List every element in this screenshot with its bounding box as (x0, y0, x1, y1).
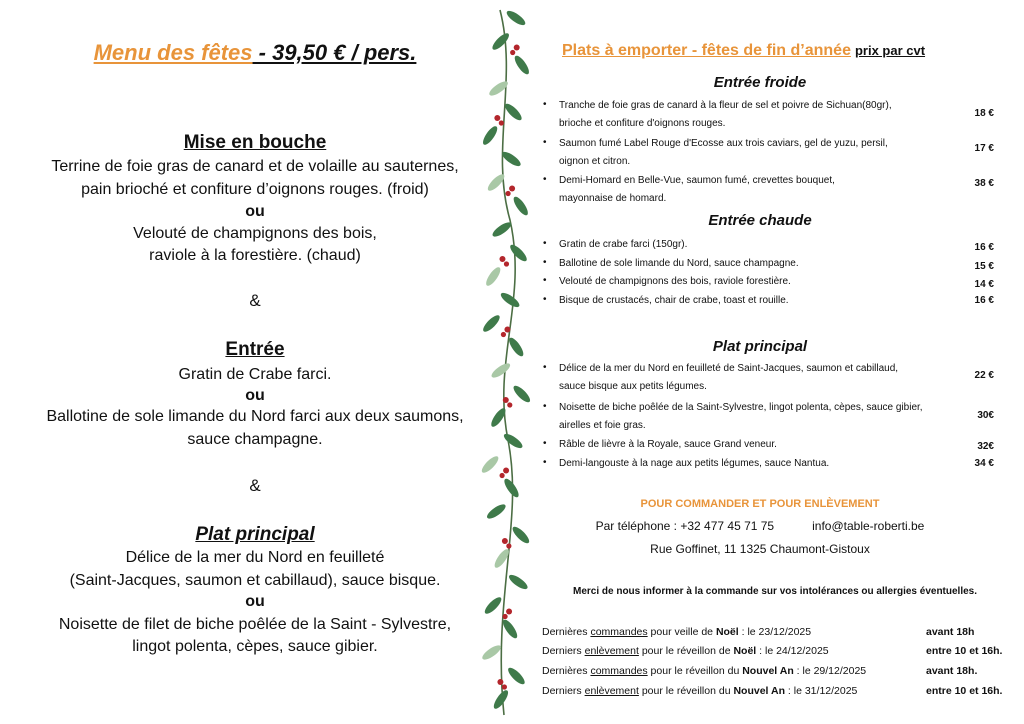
menu-item-price: 32€ (977, 441, 994, 452)
mise-line-2: pain brioché et confiture d’oignons rouges. (froid) (81, 181, 429, 198)
plat-line-4: lingot polenta, cèpes, sauce gibier. (132, 638, 378, 655)
entree-line-3: sauce champagne. (187, 431, 323, 448)
menu-item-price: 16 € (974, 242, 994, 253)
berry-icon (503, 397, 509, 403)
menu-item-description (559, 436, 969, 454)
menu-title-name: Menu des fêtes (93, 40, 253, 65)
deadline-date: : le 24/12/2025 (756, 645, 829, 657)
bullet-icon: • (543, 257, 547, 268)
plat-principal-heading: Plat principal (195, 524, 315, 545)
address-text: Rue Goffinet, 11 1325 Chaumont-Gistoux (650, 542, 870, 556)
berry-icon (502, 538, 508, 544)
leaf-icon (502, 477, 521, 500)
ampersand-2: & (249, 476, 261, 495)
menu-item (540, 436, 1000, 454)
bullet-icon: • (543, 362, 547, 373)
bullet-icon: • (543, 137, 547, 148)
deadline-event: Noël (715, 626, 739, 638)
deadline-text: Dernières (542, 626, 591, 638)
menu-item-line-1: Râble de lièvre à la Royale, sauce Grand veneur. (559, 439, 777, 450)
entree-heading: Entrée (225, 339, 285, 360)
menu-item (540, 455, 1000, 473)
menu-item-line-1: Gratin de crabe farci (150gr). (559, 239, 688, 250)
leaf-icon (512, 54, 531, 77)
menu-item-description (559, 455, 969, 473)
email-link[interactable]: info@table-roberti.be (812, 519, 925, 533)
menu-item-line-1: Tranche de foie gras de canard à la fleur de sel et poivre de Sichuan(80gr), (559, 100, 892, 111)
deadline-line (542, 665, 866, 677)
deadline-event: Noël (733, 645, 757, 657)
menu-title-price: - 39,50 € / pers. (252, 40, 417, 65)
menu-item-line-1: Délice de la mer du Nord en feuilleté de Saint-Jacques, saumon et cabillaud, (559, 363, 899, 374)
takeaway-title (562, 42, 925, 60)
menu-item-line-1: Velouté de champignons des bois, raviole forestière. (559, 276, 791, 287)
entree-chaude-heading: Entrée chaude (708, 212, 812, 229)
deadline-line (542, 626, 811, 638)
deadline-action: enlèvement (584, 685, 639, 697)
leaf-icon (490, 31, 511, 52)
leaf-icon (511, 383, 532, 404)
deadline-date: : le 29/12/2025 (793, 665, 867, 677)
deadline-time: avant 18h. (926, 665, 978, 677)
menu-item-price: 14 € (974, 279, 994, 290)
leaf-icon (507, 336, 526, 359)
menu-item-price: 38 € (974, 178, 994, 189)
menu-item-line-2: oignon et citron. (559, 156, 631, 167)
berry-icon (504, 261, 509, 266)
deadline-text: Dernières (542, 665, 591, 677)
phone-text: Par téléphone : +32 477 45 71 75 (595, 519, 775, 533)
entree-line-1: Gratin de Crabe farci. (178, 366, 332, 383)
plat-line-1: Délice de la mer du Nord en feuilleté (125, 549, 385, 566)
menu-item-description (559, 135, 969, 171)
menu-item (540, 172, 1000, 210)
menu-item-line-2: sauce bisque aux petits légumes. (559, 381, 707, 392)
deadline-time: entre 10 et 16h. (926, 645, 1003, 657)
mise-line-3: Velouté de champignons des bois, (133, 225, 377, 242)
menu-item-description (559, 255, 969, 273)
bullet-icon: • (543, 457, 547, 468)
deadline-event: Nouvel An (733, 685, 785, 697)
menu-item (540, 97, 1000, 135)
plat-ou: ou (245, 593, 265, 610)
menu-item-line-2: brioche et confiture d'oignons rouges. (559, 118, 726, 129)
ampersand-1: & (249, 291, 261, 310)
leaf-icon (503, 101, 524, 122)
leaf-icon (491, 220, 514, 239)
menu-item (540, 236, 1000, 254)
deadline-line (542, 685, 857, 697)
menu-item-description (559, 172, 969, 208)
order-heading: POUR COMMANDER ET POUR ENLÈVEMENT (640, 498, 880, 510)
menu-item-description (559, 236, 969, 254)
leaf-icon (511, 195, 530, 218)
berry-icon (497, 679, 503, 685)
berry-icon (494, 115, 500, 121)
menu-item-price: 30€ (977, 410, 994, 421)
leaf-icon (491, 688, 510, 711)
leaf-icon (490, 361, 513, 380)
mise-line-4: raviole à la forestière. (chaud) (149, 247, 361, 264)
bullet-icon: • (543, 438, 547, 449)
menu-item-price: 22 € (974, 370, 994, 381)
bullet-icon: • (543, 174, 547, 185)
menu-item-line-2: mayonnaise de homard. (559, 193, 667, 204)
leaf-icon (508, 242, 529, 263)
price-per-cover-label: prix par cvt (854, 43, 926, 58)
holly-vine-divider (478, 0, 548, 724)
menu-item-line-1: Demi-Homard en Belle-Vue, saumon fumé, crevettes bouquet, (559, 175, 835, 186)
entree-line-2: Ballotine de sole limande du Nord farci aux deux saumons, (46, 408, 464, 425)
menu-item (540, 399, 1000, 437)
berry-icon (506, 543, 511, 548)
deadline-text: pour veille de (647, 626, 716, 638)
menu-item-line-1: Ballotine de sole limande du Nord, sauce champagne. (559, 258, 799, 269)
leaf-icon (482, 595, 503, 616)
menu-item-price: 18 € (974, 108, 994, 119)
menu-item (540, 255, 1000, 273)
deadline-date: : le 23/12/2025 (738, 626, 812, 638)
leaf-icon (499, 290, 522, 309)
deadline-text: pour le réveillon du (638, 685, 734, 697)
entree-froide-heading: Entrée froide (713, 74, 807, 91)
menu-item-price: 16 € (974, 295, 994, 306)
menu-item (540, 360, 1000, 398)
deadline-action: commandes (590, 665, 648, 677)
leaf-icon (484, 265, 503, 288)
deadline-action: enlèvement (584, 645, 639, 657)
berry-icon (509, 186, 515, 192)
leaf-icon (507, 572, 530, 591)
berry-icon (499, 120, 504, 125)
menu-item-line-1: Bisque de crustacés, chair de crabe, toast et rouille. (559, 295, 789, 306)
menu-item-description (559, 292, 969, 310)
deadline-date: : le 31/12/2025 (785, 685, 858, 697)
menu-item-line-1: Saumon fumé Label Rouge d'Ecosse aux trois caviars, gel de yuzu, persil, (559, 138, 888, 149)
contact-line (540, 519, 980, 533)
entree-ou: ou (245, 387, 265, 404)
berry-icon (499, 473, 504, 478)
leaf-icon (481, 124, 500, 147)
deadline-text: pour le réveillon du (647, 665, 743, 677)
bullet-icon: • (543, 401, 547, 412)
plat-principal-takeaway-heading: Plat principal (712, 338, 808, 355)
deadline-time: entre 10 et 16h. (926, 685, 1003, 697)
deadline-event: Nouvel An (742, 665, 794, 677)
menu-item-description (559, 97, 969, 133)
allergy-notice: Merci de nous informer à la commande sur vos intolérances ou allergies éventuelles. (572, 586, 978, 597)
bullet-icon: • (543, 238, 547, 249)
berry-icon (502, 614, 507, 619)
leaf-icon (500, 149, 523, 168)
takeaway-title-text: Plats à emporter - fêtes de fin d’année (562, 42, 851, 59)
berry-icon (502, 684, 507, 689)
leaf-icon (481, 313, 502, 334)
mise-line-1: Terrine de foie gras de canard et de volaille au sauternes, (51, 158, 459, 175)
leaf-icon (500, 618, 519, 641)
deadline-text: Derniers (542, 645, 585, 657)
leaf-icon (502, 431, 525, 450)
menu-item-description (559, 273, 969, 291)
menu-item-price: 15 € (974, 261, 994, 272)
menu-item (540, 273, 1000, 291)
berry-icon (504, 327, 510, 333)
bullet-icon: • (543, 294, 547, 305)
menu-item-line-2: airelles et foie gras. (559, 420, 646, 431)
deadline-line (542, 645, 829, 657)
menu-item-price: 34 € (974, 458, 994, 469)
plat-line-3: Noisette de filet de biche poêlée de la Saint - Sylvestre, (58, 616, 452, 633)
menu-item-line-1: Noisette de biche poêlée de la Saint-Sylvestre, lingot polenta, cèpes, sauce gibier, (559, 402, 923, 413)
leaf-icon (506, 665, 527, 686)
berry-icon (510, 50, 515, 55)
deadline-text: Derniers (542, 685, 585, 697)
berry-icon (507, 402, 512, 407)
leaf-icon (510, 524, 531, 545)
menu-item-description (559, 360, 969, 396)
berry-icon (514, 45, 520, 51)
menu-item (540, 135, 1000, 173)
berry-icon (501, 332, 506, 337)
deadline-time: avant 18h (926, 626, 975, 638)
mise-en-bouche-heading: Mise en bouche (183, 132, 327, 153)
leaf-icon (480, 643, 503, 662)
set-menu-panel (0, 0, 510, 724)
leaf-icon (479, 454, 500, 475)
plat-line-2: (Saint-Jacques, saumon et cabillaud), sauce bisque. (69, 572, 441, 589)
menu-item (540, 292, 1000, 310)
leaf-icon (505, 8, 528, 27)
leaf-icon (485, 502, 508, 521)
menu-item-description (559, 399, 969, 435)
bullet-icon: • (543, 275, 547, 286)
menu-item-price: 17 € (974, 143, 994, 154)
deadline-text: pour le réveillon de (638, 645, 734, 657)
berry-icon (506, 609, 512, 615)
mise-ou: ou (245, 203, 265, 220)
berry-icon (503, 468, 509, 474)
berry-icon (499, 256, 505, 262)
deadline-action: commandes (590, 626, 648, 638)
berry-icon (506, 191, 511, 196)
menu-title (0, 40, 510, 66)
menu-item-line-1: Demi-langouste à la nage aux petits légumes, sauce Nantua. (559, 458, 830, 469)
bullet-icon: • (543, 99, 547, 110)
